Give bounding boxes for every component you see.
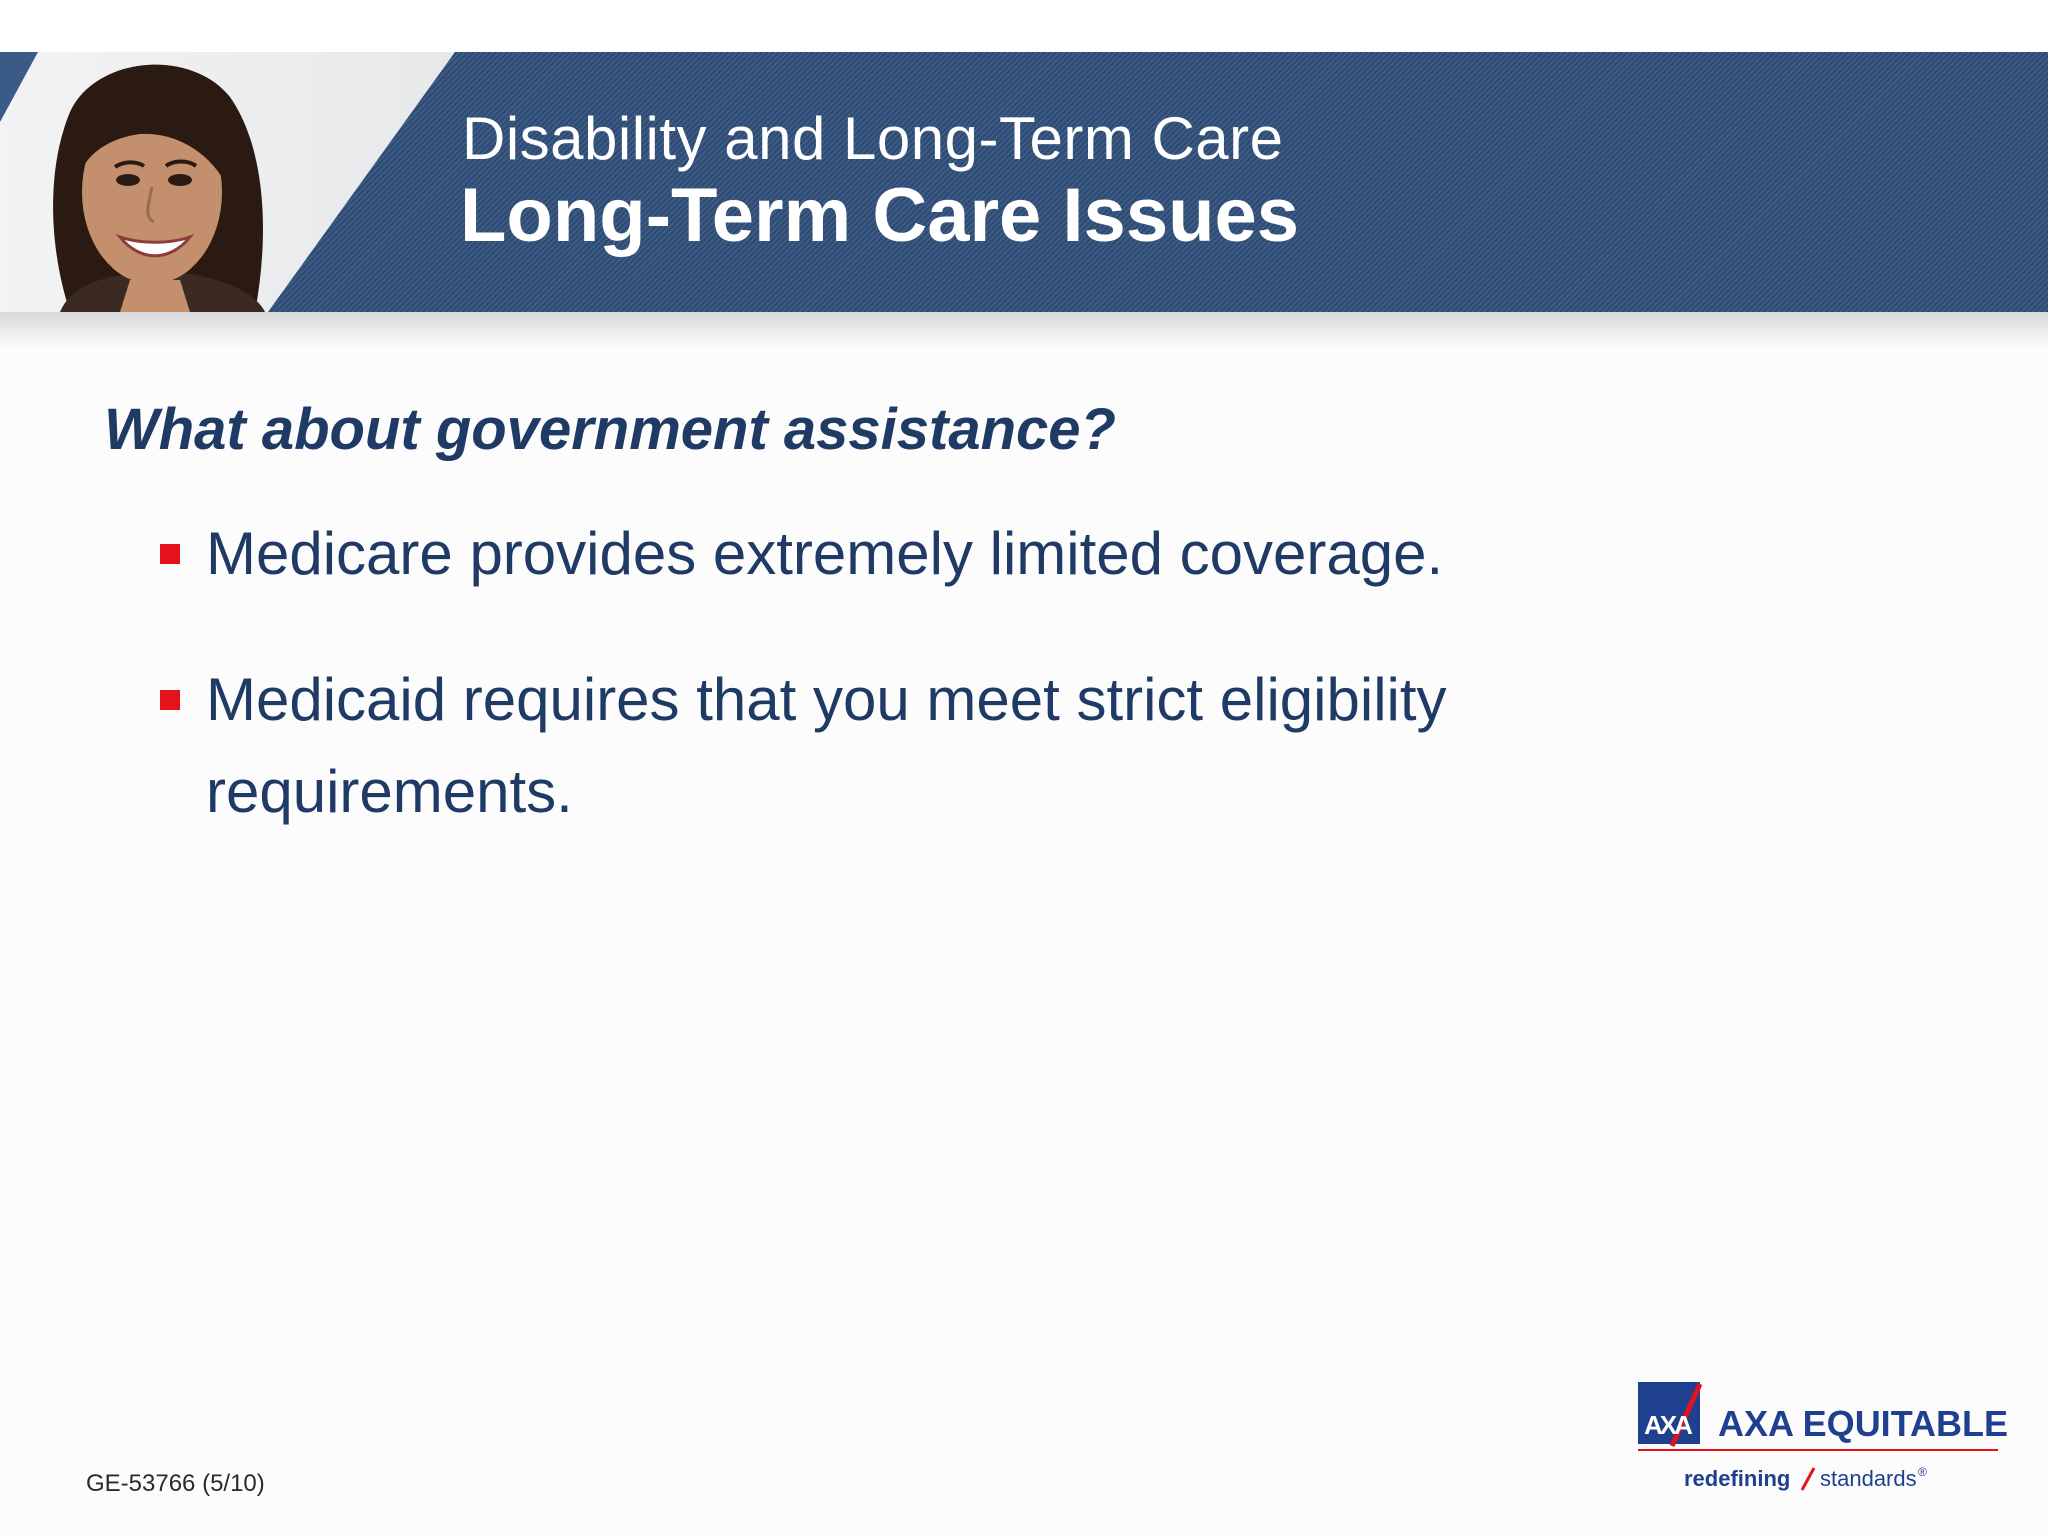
- bullet-text: Medicare provides extremely limited coverage.: [206, 520, 1444, 587]
- bullet-item: [160, 508, 1580, 608]
- logo-tagline-slash: [1802, 1468, 1814, 1490]
- logo-tagline-right: standards: [1820, 1466, 1917, 1491]
- axa-equitable-name: AXA EQUITABLE: [1718, 1403, 2009, 1444]
- document-code: GE-53766 (5/10): [86, 1470, 265, 1497]
- logo-tagline-left: redefining: [1684, 1466, 1791, 1491]
- bullet-text: Medicaid requires that you meet strict eligibility requirements.: [206, 666, 1447, 825]
- logo-registered-mark: ®: [1918, 1465, 1927, 1479]
- header-subtitle: Disability and Long-Term Care: [462, 105, 1284, 172]
- axa-equitable-logo: [1632, 1378, 2012, 1508]
- woman-portrait-image: [40, 52, 270, 312]
- bullet-item: [160, 654, 1580, 844]
- bullet-square-icon: [160, 690, 180, 710]
- slide-title: Long-Term Care Issues: [460, 173, 1300, 258]
- section-question: What about government assistance?: [104, 397, 1116, 462]
- top-margin: [0, 0, 2048, 52]
- axa-logo-mark: AXA: [1644, 1410, 1690, 1440]
- bullet-square-icon: [160, 544, 180, 564]
- header-shadow: [0, 312, 2048, 348]
